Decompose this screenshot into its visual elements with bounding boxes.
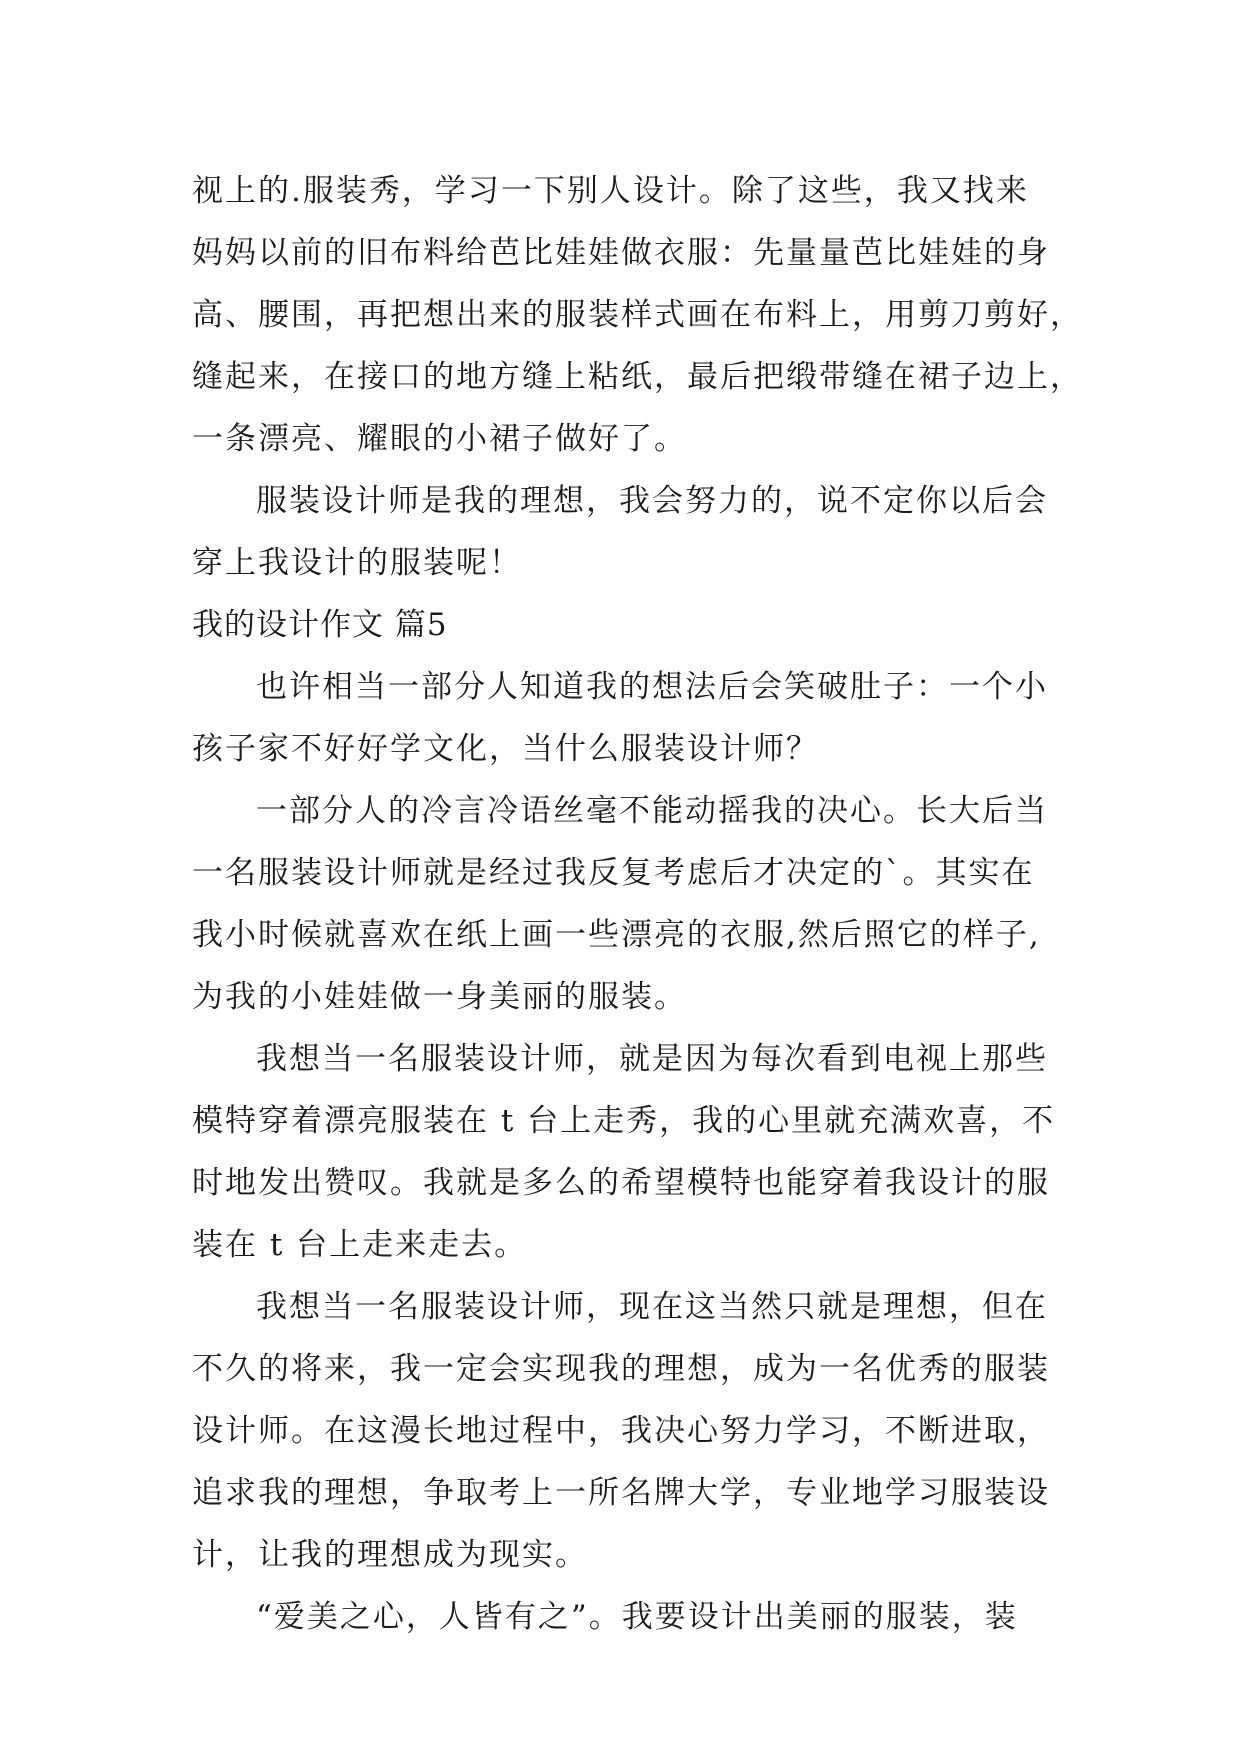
- paragraph-first-line: 服装设计师是我的理想，我会努力的，说不定你以后会: [256, 483, 1048, 519]
- text-line: 缝起来，在接口的地方缝上粘纸，最后把缎带缝在裙子边上，: [192, 359, 1083, 395]
- text-line: 不久的将来，我一定会实现我的理想，成为一名优秀的服装: [192, 1351, 1050, 1387]
- text-line: 高、腰围，再把想出来的服装样式画在布料上，用剪刀剪好，: [192, 297, 1083, 333]
- paragraph-first-line: 一部分人的冷言冷语丝毫不能动摇我的决心。长大后当: [256, 793, 1048, 829]
- text-line: 一条漂亮、耀眼的小裙子做好了。: [192, 421, 687, 457]
- text-line: 孩子家不好好学文化，当什么服装设计师？: [192, 731, 819, 767]
- text-line: 一名服装设计师就是经过我反复考虑后才决定的`。其实在: [192, 855, 1035, 891]
- paragraph-first-line: 我想当一名服装设计师，就是因为每次看到电视上那些: [256, 1041, 1048, 1077]
- document-body: [192, 160, 1083, 1648]
- text-line: 妈妈以前的旧布料给芭比娃娃做衣服：先量量芭比娃娃的身: [192, 235, 1050, 271]
- text-line: 计，让我的理想成为现实。: [192, 1537, 588, 1573]
- paragraph-first-line: “爱美之心，人皆有之”。我要设计出美丽的服装，装: [256, 1599, 1018, 1635]
- text-line: 我小时候就喜欢在纸上画一些漂亮的衣服,然后照它的样子,: [192, 917, 1041, 953]
- text-line: 视上的.服装秀，学习一下别人设计。除了这些，我又找来: [192, 173, 1029, 209]
- text-line: 追求我的理想，争取考上一所名牌大学，专业地学习服装设: [192, 1475, 1050, 1511]
- text-line: 为我的小娃娃做一身美丽的服装。: [192, 979, 687, 1015]
- text-line: 时地发出赞叹。我就是多么的希望模特也能穿着我设计的服: [192, 1165, 1050, 1201]
- paragraph-first-line: 也许相当一部分人知道我的想法后会笑破肚子：一个小: [256, 669, 1048, 705]
- text-line: 装在 t 台上走来走去。: [192, 1227, 528, 1263]
- paragraph-first-line: 我想当一名服装设计师，现在这当然只就是理想，但在: [256, 1289, 1048, 1325]
- text-line: 设计师。在这漫长地过程中，我决心努力学习，不断进取，: [192, 1413, 1050, 1449]
- text-line: 穿上我设计的服装呢！: [192, 545, 522, 581]
- section-heading: 我的设计作文 篇5: [192, 607, 448, 643]
- text-line: 模特穿着漂亮服装在 t 台上走秀，我的心里就充满欢喜，不: [192, 1103, 1056, 1139]
